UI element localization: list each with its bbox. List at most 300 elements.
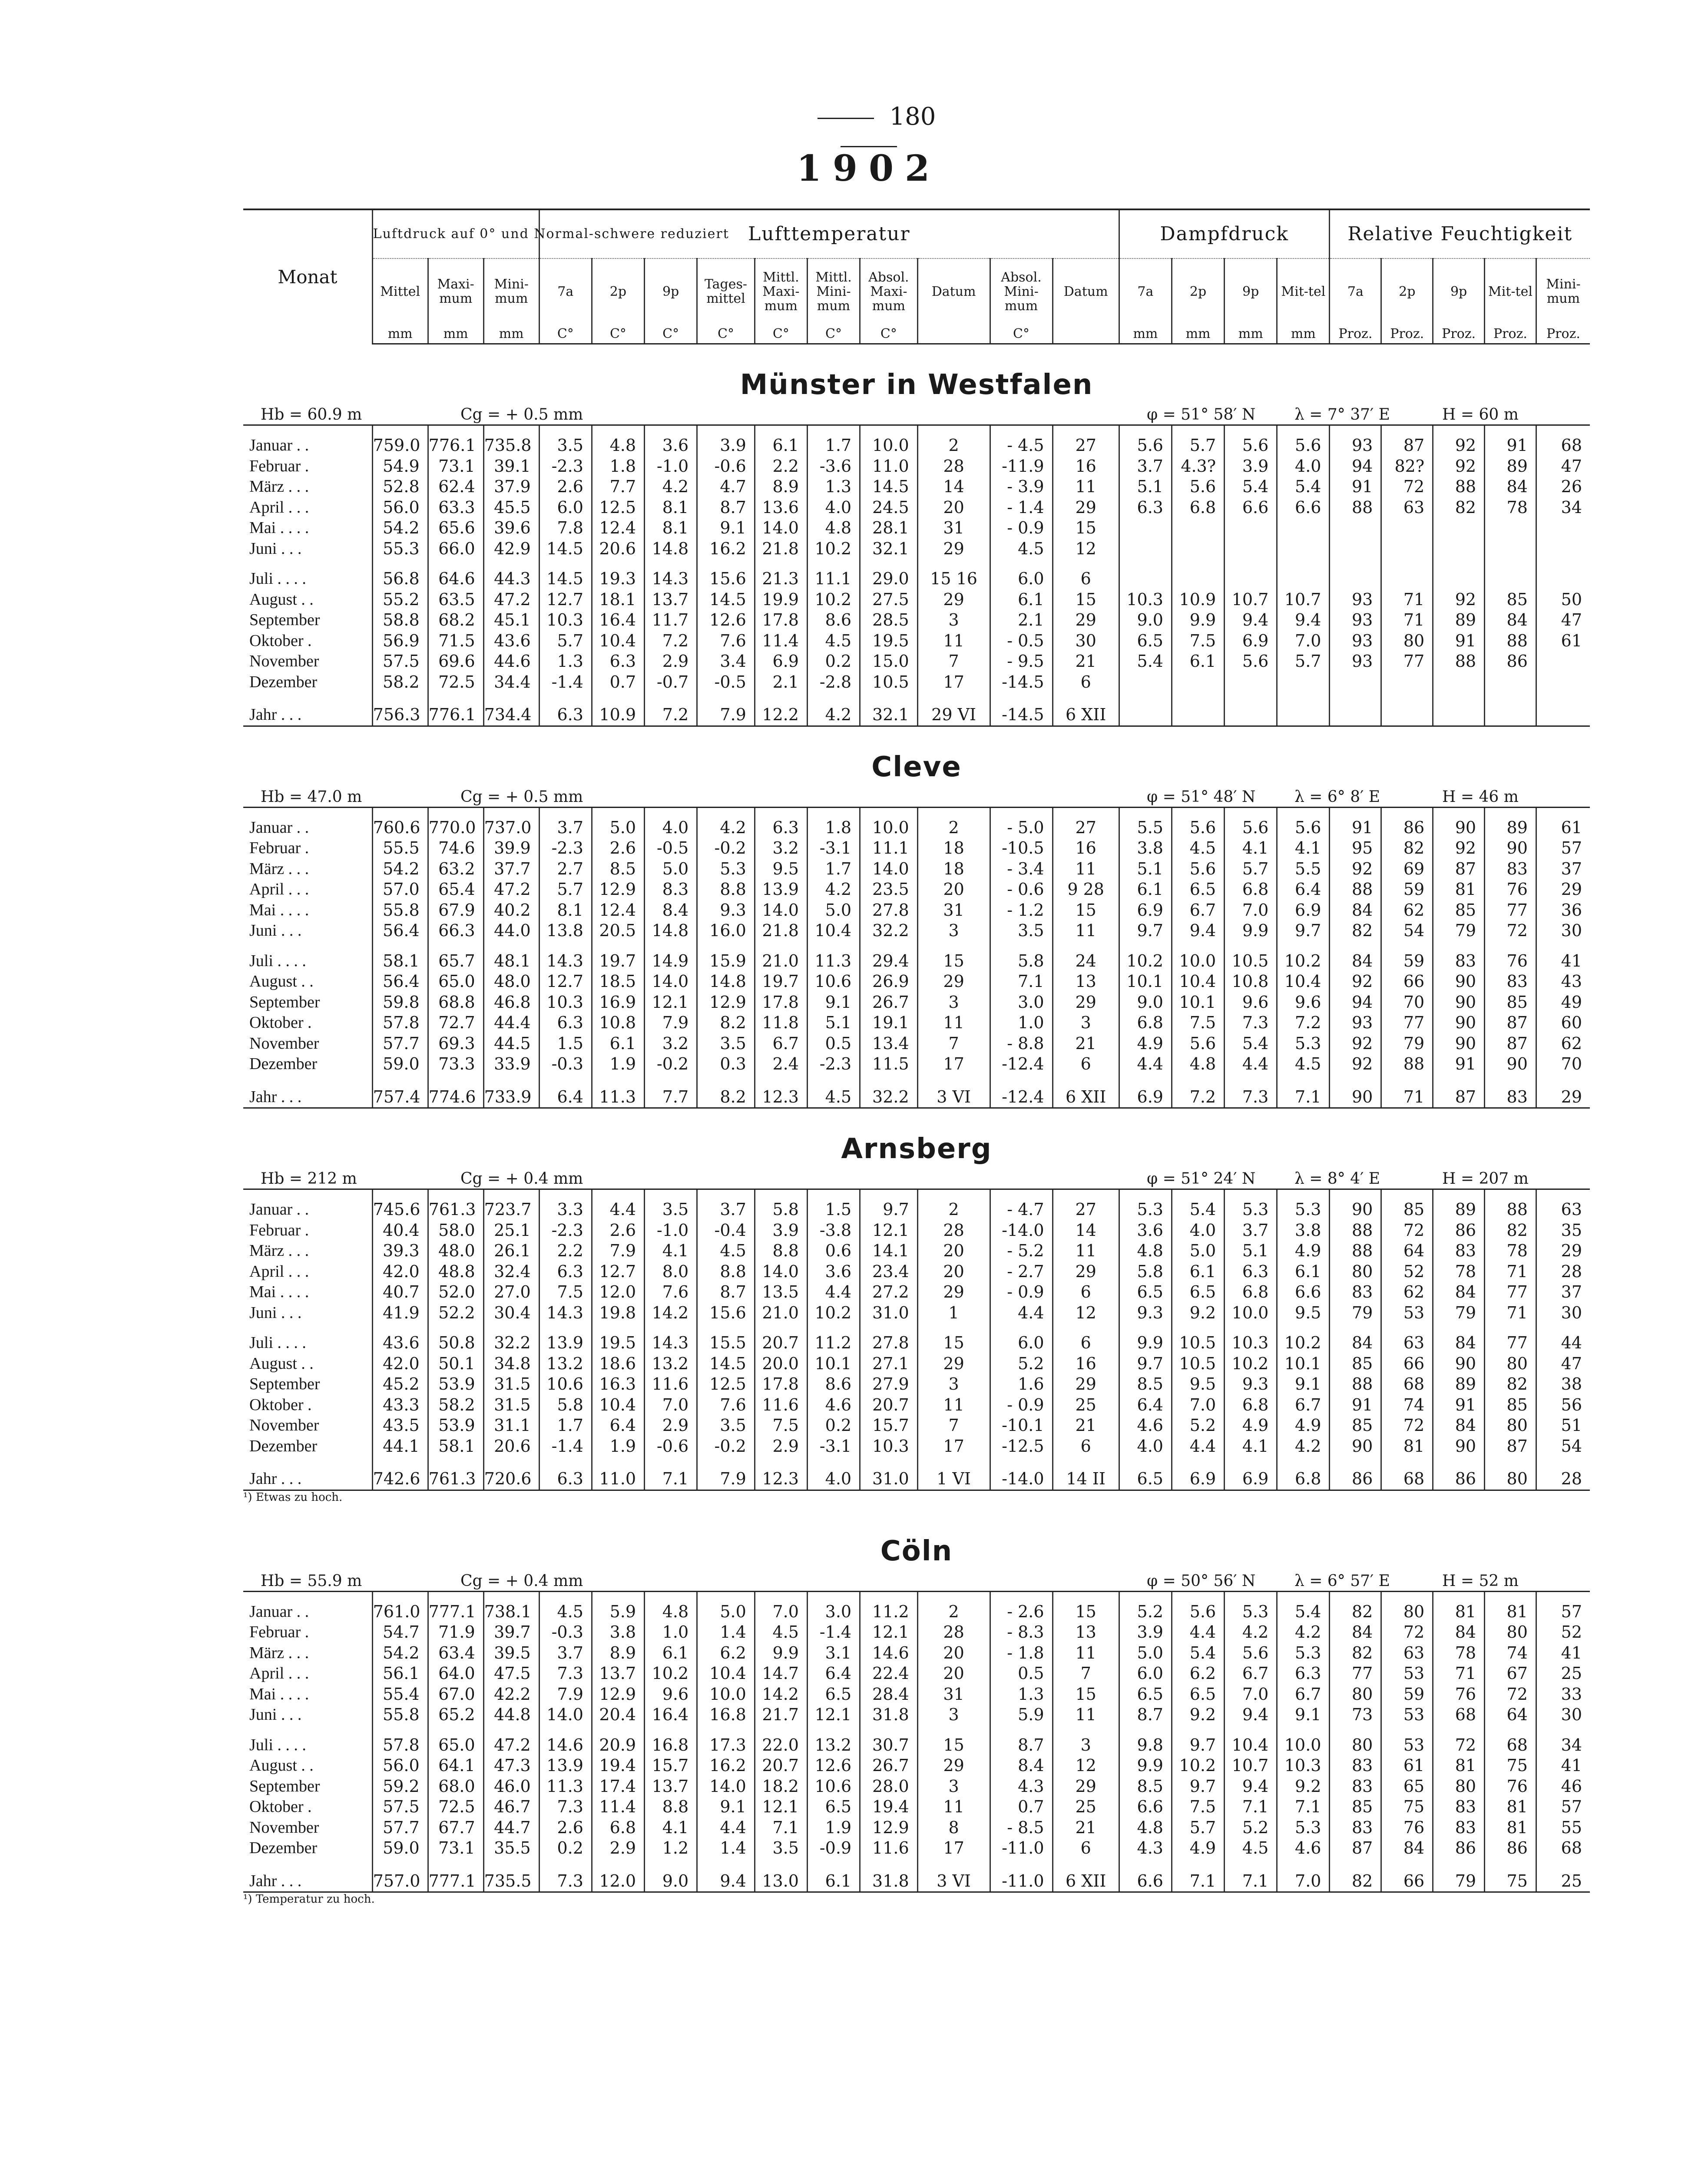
- value-cell: 10.1: [1119, 971, 1172, 992]
- value-cell: 80: [1330, 1261, 1381, 1282]
- value-cell: 93: [1330, 631, 1381, 652]
- value-cell: 89: [1485, 456, 1536, 477]
- value-cell: 770.0: [428, 818, 483, 838]
- month-row: [243, 497, 1590, 518]
- spacer-cell: [1277, 1725, 1330, 1735]
- spacer-cell: [697, 1189, 755, 1200]
- header-unit-6: C°: [697, 324, 755, 344]
- value-cell: 14: [1053, 1220, 1119, 1241]
- value-cell: 42.0: [372, 1354, 428, 1374]
- value-cell: 74.6: [428, 838, 483, 859]
- value-cell: 19.3: [592, 569, 644, 589]
- value-cell: 4.2: [807, 705, 860, 726]
- value-cell: 29: [917, 1282, 990, 1303]
- value-cell: 9.7: [1119, 920, 1172, 941]
- value-cell: -12.4: [990, 1087, 1053, 1108]
- spacer-cell: [1225, 1457, 1277, 1469]
- spacer-cell: [1536, 692, 1590, 705]
- value-cell: 34: [1536, 1735, 1590, 1756]
- value-cell: 7.1: [990, 971, 1053, 992]
- gap-row: [243, 1591, 1590, 1602]
- spacer-cell: [755, 1591, 807, 1602]
- value-cell: 4.8: [1172, 1054, 1224, 1075]
- value-cell: 4.5: [990, 539, 1053, 560]
- value-cell: 6.7: [1172, 900, 1224, 921]
- value-cell: 16.8: [697, 1705, 755, 1725]
- station-h: H = 60 m: [1442, 406, 1519, 424]
- value-cell: 1.4: [697, 1838, 755, 1859]
- spacer-cell: [1119, 1323, 1172, 1333]
- value-cell: 59: [1381, 1684, 1433, 1705]
- spacer-cell: [539, 559, 592, 569]
- value-cell: 7.7: [645, 1087, 697, 1108]
- value-cell: [1433, 672, 1485, 693]
- spacer-cell: [860, 1075, 918, 1087]
- spacer-cell: [372, 1457, 428, 1469]
- value-cell: 29.4: [860, 951, 918, 972]
- station-cg: Cg = + 0.4 mm: [460, 1170, 583, 1188]
- spacer-cell: [1381, 1725, 1433, 1735]
- value-cell: [1330, 569, 1381, 589]
- header-lufttemperatur: Lufttemperatur: [539, 209, 1119, 258]
- value-cell: 73.1: [428, 1838, 483, 1859]
- value-cell: 9.1: [697, 518, 755, 539]
- value-cell: 4.6: [1119, 1415, 1172, 1436]
- value-cell: 16.4: [645, 1705, 697, 1725]
- value-cell: 20.6: [592, 539, 644, 560]
- spacer-cell: [592, 692, 644, 705]
- value-cell: 6 XII: [1053, 1087, 1119, 1108]
- value-cell: 8.2: [697, 1087, 755, 1108]
- value-cell: 31.1: [483, 1415, 539, 1436]
- header-col-14: 2p: [1172, 258, 1224, 324]
- value-cell: 90: [1433, 1033, 1485, 1054]
- value-cell: 21: [1053, 1033, 1119, 1054]
- spacer-cell: [1330, 807, 1381, 818]
- value-cell: 10.4: [1172, 971, 1224, 992]
- value-cell: 31.0: [860, 1469, 918, 1490]
- spacer-cell: [1536, 1725, 1590, 1735]
- value-cell: -0.4: [697, 1220, 755, 1241]
- value-cell: 19.8: [592, 1303, 644, 1324]
- spacer-cell: [1172, 1859, 1224, 1871]
- station-title-row: [243, 1511, 1590, 1567]
- spacer-cell: [755, 1725, 807, 1735]
- spacer-cell: [539, 1075, 592, 1087]
- month-row: [243, 1033, 1590, 1054]
- value-cell: 93: [1330, 610, 1381, 631]
- value-cell: 4.1: [645, 1241, 697, 1261]
- spacer-cell: [1053, 1457, 1119, 1469]
- value-cell: 21: [1053, 1818, 1119, 1838]
- value-cell: 65.4: [428, 879, 483, 900]
- value-cell: 90: [1433, 1436, 1485, 1457]
- value-cell: 6.8: [1225, 1395, 1277, 1416]
- value-cell: 5.7: [1172, 435, 1224, 456]
- spacer-cell: [483, 1859, 539, 1871]
- spacer-cell: [807, 692, 860, 705]
- value-cell: 39.5: [483, 1643, 539, 1664]
- value-cell: 68.0: [428, 1776, 483, 1797]
- value-cell: 88: [1433, 477, 1485, 497]
- value-cell: 5.4: [1172, 1199, 1224, 1220]
- value-cell: 8.6: [807, 610, 860, 631]
- value-cell: [1381, 518, 1433, 539]
- value-cell: 6.6: [1277, 1282, 1330, 1303]
- month-row: [243, 1797, 1590, 1818]
- value-cell: 23.5: [860, 879, 918, 900]
- value-cell: 40.7: [372, 1282, 428, 1303]
- header-col-2: Mini-mum: [483, 258, 539, 324]
- value-cell: 1.3: [539, 651, 592, 672]
- value-cell: 28.5: [860, 610, 918, 631]
- value-cell: 20.7: [860, 1395, 918, 1416]
- value-cell: 47.2: [483, 1735, 539, 1756]
- spacer-cell: [990, 559, 1053, 569]
- value-cell: 64.1: [428, 1755, 483, 1776]
- month-label: Dezember: [249, 1055, 318, 1073]
- value-cell: 84: [1381, 1838, 1433, 1859]
- value-cell: 87: [1485, 1033, 1536, 1054]
- value-cell: 56.0: [372, 497, 428, 518]
- value-cell: 83: [1485, 971, 1536, 992]
- value-cell: 5.6: [1172, 859, 1224, 880]
- value-cell: 5.9: [990, 1705, 1053, 1725]
- value-cell: 89: [1433, 1199, 1485, 1220]
- value-cell: 29: [1053, 1374, 1119, 1395]
- value-cell: -0.3: [539, 1054, 592, 1075]
- spacer-cell: [1172, 692, 1224, 705]
- value-cell: 17: [917, 672, 990, 693]
- value-cell: 20: [917, 1241, 990, 1261]
- month-row: [243, 631, 1590, 652]
- spacer-cell: [1053, 1725, 1119, 1735]
- value-cell: 18.1: [592, 589, 644, 610]
- value-cell: 39.1: [483, 456, 539, 477]
- value-cell: - 1.4: [990, 497, 1053, 518]
- value-cell: -12.5: [990, 1436, 1053, 1457]
- month-row: [243, 1436, 1590, 1457]
- value-cell: 88: [1330, 1220, 1381, 1241]
- value-cell: 4.4: [807, 1282, 860, 1303]
- value-cell: 10.1: [807, 1354, 860, 1374]
- value-cell: 8.7: [990, 1735, 1053, 1756]
- value-cell: 11.1: [860, 838, 918, 859]
- value-cell: 10.9: [1172, 589, 1224, 610]
- value-cell: 4.2: [697, 818, 755, 838]
- value-cell: 15.7: [645, 1755, 697, 1776]
- value-cell: - 8.8: [990, 1033, 1053, 1054]
- value-cell: 14.5: [539, 539, 592, 560]
- value-cell: 10.2: [1277, 951, 1330, 972]
- value-cell: 73: [1330, 1705, 1381, 1725]
- value-cell: 77: [1485, 900, 1536, 921]
- spacer-cell: [372, 941, 428, 951]
- value-cell: 14.8: [645, 539, 697, 560]
- value-cell: 7.0: [1277, 1871, 1330, 1892]
- year-row: [243, 1871, 1590, 1892]
- month-label: November: [249, 1034, 319, 1053]
- month-label: März . . .: [249, 859, 309, 878]
- value-cell: 10.5: [1172, 1333, 1224, 1354]
- value-cell: 11.6: [645, 1374, 697, 1395]
- month-label: Juli . . . .: [249, 569, 306, 588]
- station-cg: Cg = + 0.4 mm: [460, 1572, 583, 1590]
- month-label: Jahr . . .: [243, 705, 372, 726]
- value-cell: 23.4: [860, 1261, 918, 1282]
- value-cell: 2: [917, 818, 990, 838]
- value-cell: 4.3: [1119, 1838, 1172, 1859]
- value-cell: 18: [917, 859, 990, 880]
- spacer-cell: [807, 1457, 860, 1469]
- spacer-cell: [917, 425, 990, 436]
- value-cell: 7.3: [1225, 1087, 1277, 1108]
- value-cell: 50.8: [428, 1333, 483, 1354]
- month-row: [243, 569, 1590, 589]
- value-cell: 4.5: [697, 1241, 755, 1261]
- value-cell: 7.1: [1277, 1797, 1330, 1818]
- value-cell: 7.2: [645, 631, 697, 652]
- value-cell: -0.5: [645, 838, 697, 859]
- value-cell: 4.0: [807, 497, 860, 518]
- value-cell: 32.1: [860, 705, 918, 726]
- value-cell: 6.9: [1119, 900, 1172, 921]
- month-label: November: [249, 1416, 319, 1435]
- value-cell: 4.4: [1225, 1054, 1277, 1075]
- value-cell: 55.8: [372, 1705, 428, 1725]
- value-cell: 40.2: [483, 900, 539, 921]
- value-cell: 56.8: [372, 569, 428, 589]
- station-name: Arnsberg: [841, 1133, 992, 1165]
- value-cell: 72: [1381, 477, 1433, 497]
- value-cell: 14.5: [539, 569, 592, 589]
- value-cell: 91: [1433, 1395, 1485, 1416]
- value-cell: 7.2: [645, 705, 697, 726]
- value-cell: 14.5: [697, 589, 755, 610]
- value-cell: [1225, 705, 1277, 726]
- spacer-cell: [860, 941, 918, 951]
- month-row: [243, 477, 1590, 497]
- value-cell: 3.3: [539, 1199, 592, 1220]
- spacer-cell: [1485, 559, 1536, 569]
- value-cell: 78: [1433, 1643, 1485, 1664]
- value-cell: 90: [1433, 818, 1485, 838]
- value-cell: - 0.9: [990, 1282, 1053, 1303]
- spacer-cell: [372, 1189, 428, 1200]
- station-h: H = 207 m: [1442, 1170, 1529, 1188]
- value-cell: 80: [1485, 1415, 1536, 1436]
- value-cell: 12.9: [592, 879, 644, 900]
- spacer-cell: [539, 807, 592, 818]
- value-cell: - 5.2: [990, 1241, 1053, 1261]
- value-cell: 9.7: [860, 1199, 918, 1220]
- month-label: Mai . . . .: [249, 1283, 309, 1301]
- value-cell: 4.1: [645, 1818, 697, 1838]
- value-cell: 68: [1381, 1374, 1433, 1395]
- value-cell: 4.2: [1277, 1622, 1330, 1643]
- spacer-cell: [372, 1591, 428, 1602]
- spacer-cell: [645, 807, 697, 818]
- value-cell: 93: [1330, 589, 1381, 610]
- value-cell: 2.9: [755, 1436, 807, 1457]
- value-cell: [1172, 705, 1224, 726]
- value-cell: 14.0: [645, 971, 697, 992]
- value-cell: 5.0: [592, 818, 644, 838]
- value-cell: 11.4: [755, 631, 807, 652]
- value-cell: 44.0: [483, 920, 539, 941]
- value-cell: 2: [917, 1199, 990, 1220]
- value-cell: 84: [1433, 1622, 1485, 1643]
- month-label: Dezember: [249, 1839, 318, 1857]
- spacer-cell: [1433, 1457, 1485, 1469]
- value-cell: 2.6: [539, 1818, 592, 1838]
- value-cell: 6.8: [1172, 497, 1224, 518]
- value-cell: 18: [917, 838, 990, 859]
- spacer-cell: [990, 1591, 1053, 1602]
- value-cell: [1485, 672, 1536, 693]
- value-cell: 13: [1053, 971, 1119, 992]
- spacer-cell: [372, 425, 428, 436]
- value-cell: 6.3: [755, 818, 807, 838]
- value-cell: 11: [1053, 1643, 1119, 1664]
- value-cell: 47.2: [483, 589, 539, 610]
- spacer-cell: [1277, 807, 1330, 818]
- value-cell: 2: [917, 435, 990, 456]
- value-cell: 3.1: [807, 1643, 860, 1664]
- value-cell: 63: [1381, 1643, 1433, 1664]
- value-cell: 79: [1433, 1303, 1485, 1324]
- value-cell: -2.8: [807, 672, 860, 693]
- value-cell: 46: [1536, 1776, 1590, 1797]
- spacer-cell: [1433, 1189, 1485, 1200]
- value-cell: 10.2: [645, 1663, 697, 1684]
- spacer-cell: [1225, 692, 1277, 705]
- value-cell: 9.6: [1225, 992, 1277, 1013]
- value-cell: 65.7: [428, 951, 483, 972]
- value-cell: 7.5: [539, 1282, 592, 1303]
- value-cell: 84: [1433, 1415, 1485, 1436]
- value-cell: 20.0: [755, 1354, 807, 1374]
- value-cell: 6.1: [1277, 1261, 1330, 1282]
- value-cell: 27.8: [860, 1333, 918, 1354]
- value-cell: 12.1: [860, 1622, 918, 1643]
- month-row: [243, 900, 1590, 921]
- spacer-cell: [1536, 1323, 1590, 1333]
- value-cell: 83: [1433, 1241, 1485, 1261]
- header-col-4: 2p: [592, 258, 644, 324]
- value-cell: [1536, 518, 1590, 539]
- value-cell: 9.9: [755, 1643, 807, 1664]
- spacer-cell: [1485, 807, 1536, 818]
- spacer-cell: [917, 1859, 990, 1871]
- value-cell: 4.8: [1119, 1818, 1172, 1838]
- value-cell: 7.3: [539, 1797, 592, 1818]
- value-cell: 5.1: [1119, 859, 1172, 880]
- value-cell: 12.3: [755, 1469, 807, 1490]
- value-cell: 9.1: [807, 992, 860, 1013]
- value-cell: 86: [1433, 1469, 1485, 1490]
- value-cell: 9.2: [1277, 1776, 1330, 1797]
- month-label: Oktober .: [249, 1798, 312, 1816]
- spacer-cell: [917, 1725, 990, 1735]
- value-cell: 4.5: [539, 1602, 592, 1622]
- value-cell: 16.9: [592, 992, 644, 1013]
- value-cell: 11: [917, 1013, 990, 1033]
- value-cell: 15: [1053, 1602, 1119, 1622]
- value-cell: 3.7: [539, 818, 592, 838]
- value-cell: -2.3: [539, 1220, 592, 1241]
- header-monat: Monat: [243, 209, 372, 344]
- value-cell: 76: [1433, 1684, 1485, 1705]
- spacer-cell: [483, 1457, 539, 1469]
- month-row: [243, 818, 1590, 838]
- month-row: [243, 1054, 1590, 1075]
- value-cell: 87: [1330, 1838, 1381, 1859]
- value-cell: 1: [917, 1303, 990, 1324]
- value-cell: 78: [1433, 1261, 1485, 1282]
- spacer-cell: [1277, 1591, 1330, 1602]
- value-cell: 9.4: [1225, 610, 1277, 631]
- value-cell: 58.2: [428, 1395, 483, 1416]
- value-cell: 5.8: [755, 1199, 807, 1220]
- value-cell: 4.9: [1225, 1415, 1277, 1436]
- value-cell: 58.1: [428, 1436, 483, 1457]
- value-cell: 42.0: [372, 1261, 428, 1282]
- month-label: Juni . . .: [249, 921, 302, 940]
- value-cell: [1172, 539, 1224, 560]
- spacer-cell: [697, 425, 755, 436]
- value-cell: 11.6: [860, 1838, 918, 1859]
- value-cell: 67.7: [428, 1818, 483, 1838]
- value-cell: 3.7: [539, 1643, 592, 1664]
- value-cell: 66: [1381, 1354, 1433, 1374]
- value-cell: 91: [1330, 1395, 1381, 1416]
- value-cell: 62: [1381, 1282, 1433, 1303]
- value-cell: 4.4: [1172, 1436, 1224, 1457]
- spacer-cell: [1172, 941, 1224, 951]
- value-cell: 12.3: [755, 1087, 807, 1108]
- value-cell: 3.8: [592, 1622, 644, 1643]
- spacer-cell: [1119, 1189, 1172, 1200]
- value-cell: 7.1: [1225, 1797, 1277, 1818]
- value-cell: [1330, 672, 1381, 693]
- value-cell: -3.6: [807, 456, 860, 477]
- station-phi: φ = 51° 48′ N: [1147, 788, 1256, 806]
- value-cell: 4.0: [1277, 456, 1330, 477]
- value-cell: 29: [1053, 610, 1119, 631]
- value-cell: 94: [1330, 456, 1381, 477]
- value-cell: 9.5: [1172, 1374, 1224, 1395]
- value-cell: 6.5: [1119, 1282, 1172, 1303]
- value-cell: 12: [1053, 1303, 1119, 1324]
- value-cell: 20: [917, 1663, 990, 1684]
- spacer-cell: [243, 1323, 372, 1333]
- spacer-cell: [807, 1075, 860, 1087]
- spacer-cell: [1119, 1725, 1172, 1735]
- spacer-cell: [697, 941, 755, 951]
- value-cell: 9.9: [1172, 610, 1224, 631]
- spacer-cell: [1536, 559, 1590, 569]
- value-cell: 30: [1536, 1705, 1590, 1725]
- value-cell: 82: [1433, 497, 1485, 518]
- value-cell: 19.9: [755, 589, 807, 610]
- value-cell: 5.4: [1119, 651, 1172, 672]
- value-cell: 38: [1536, 1374, 1590, 1395]
- spacer-cell: [428, 1075, 483, 1087]
- value-cell: 10.6: [807, 1776, 860, 1797]
- value-cell: -3.8: [807, 1220, 860, 1241]
- value-cell: 7.5: [755, 1415, 807, 1436]
